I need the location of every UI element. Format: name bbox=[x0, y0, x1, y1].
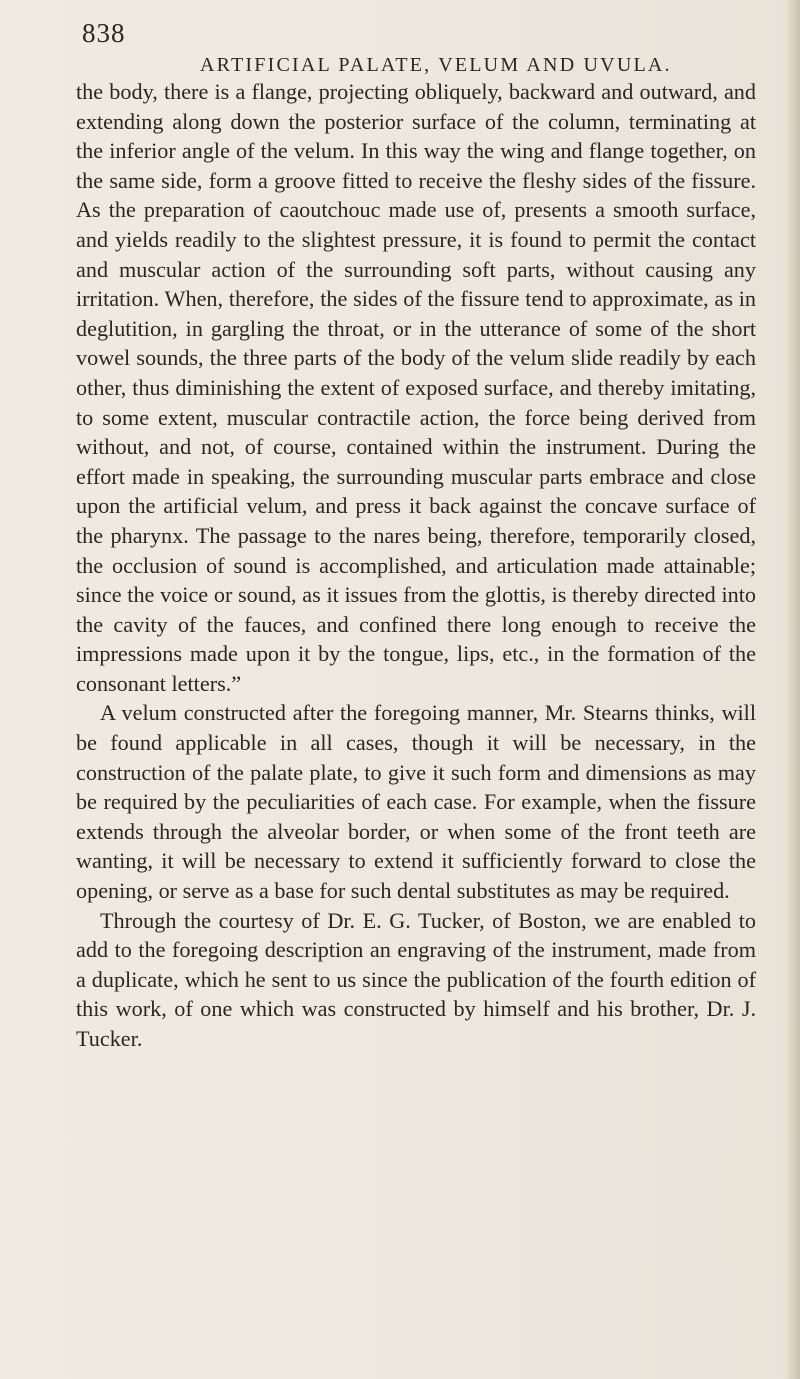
page-number: 838 bbox=[82, 18, 126, 48]
paragraph: the body, there is a flange, projecting obliquely, backward and outward, and extending along down the posterior surface of the column, terminating at the inferior angle of the velum. In this way the wing and flange together, on the same side, form a groove fitted to receive the fleshy sides of the fissure. As the preparation of caoutchouc made use of, presents a smooth surface, and yields readily to the slightest pressure, it is found to permit the contact and muscular action of the surrounding soft parts, without causing any irritation. When, therefore, the sides of the fissure tend to approximate, as in deglutition, in gargling the throat, or in the utterance of some of the short vowel sounds, the three parts of the body of the velum slide readily by each other, thus diminishing the extent of exposed surface, and thereby imitating, to some extent, muscular contractile action, the force being derived from without, and not, of course, contained within the instrument. During the effort made in speaking, the surrounding muscular parts embrace and close upon the artificial velum, and press it back against the concave surface of the pharynx. The passage to the nares being, therefore, temporarily closed, the occlusion of sound is accomplished, and articulation made attainable; since the voice or sound, as it issues from the glottis, is thereby directed into the cavity of the fauces, and confined there long enough to receive the impressions made upon it by the tongue, lips, etc., in the formation of the consonant letters.” bbox=[76, 79, 756, 696]
running-head bbox=[82, 18, 722, 76]
page-edge bbox=[786, 0, 800, 1379]
paragraph: A velum constructed after the foregoing manner, Mr. Stearns thinks, will be found applicable in all cases, though it will be necessary, in the construction of the palate plate, to give it such form and dimensions as may be required by the peculiarities of each case. For example, when the fissure extends through the alveolar border, or when some of the front teeth are wanting, it will be necessary to extend it sufficiently forward to close the opening, or serve as a base for such dental substitutes as may be required. bbox=[76, 700, 756, 904]
running-head-title: ARTIFICIAL PALATE, VELUM AND UVULA. bbox=[200, 54, 672, 76]
paragraph: Through the courtesy of Dr. E. G. Tucker, of Boston, we are enabled to add to the foregoing description an engraving of the instrument, made from a duplicate, which he sent to us since the publication of the fourth edition of this work, of one which was constructed by himself and his brother, Dr. J. Tucker. bbox=[76, 907, 756, 1051]
body-text bbox=[76, 77, 756, 1054]
